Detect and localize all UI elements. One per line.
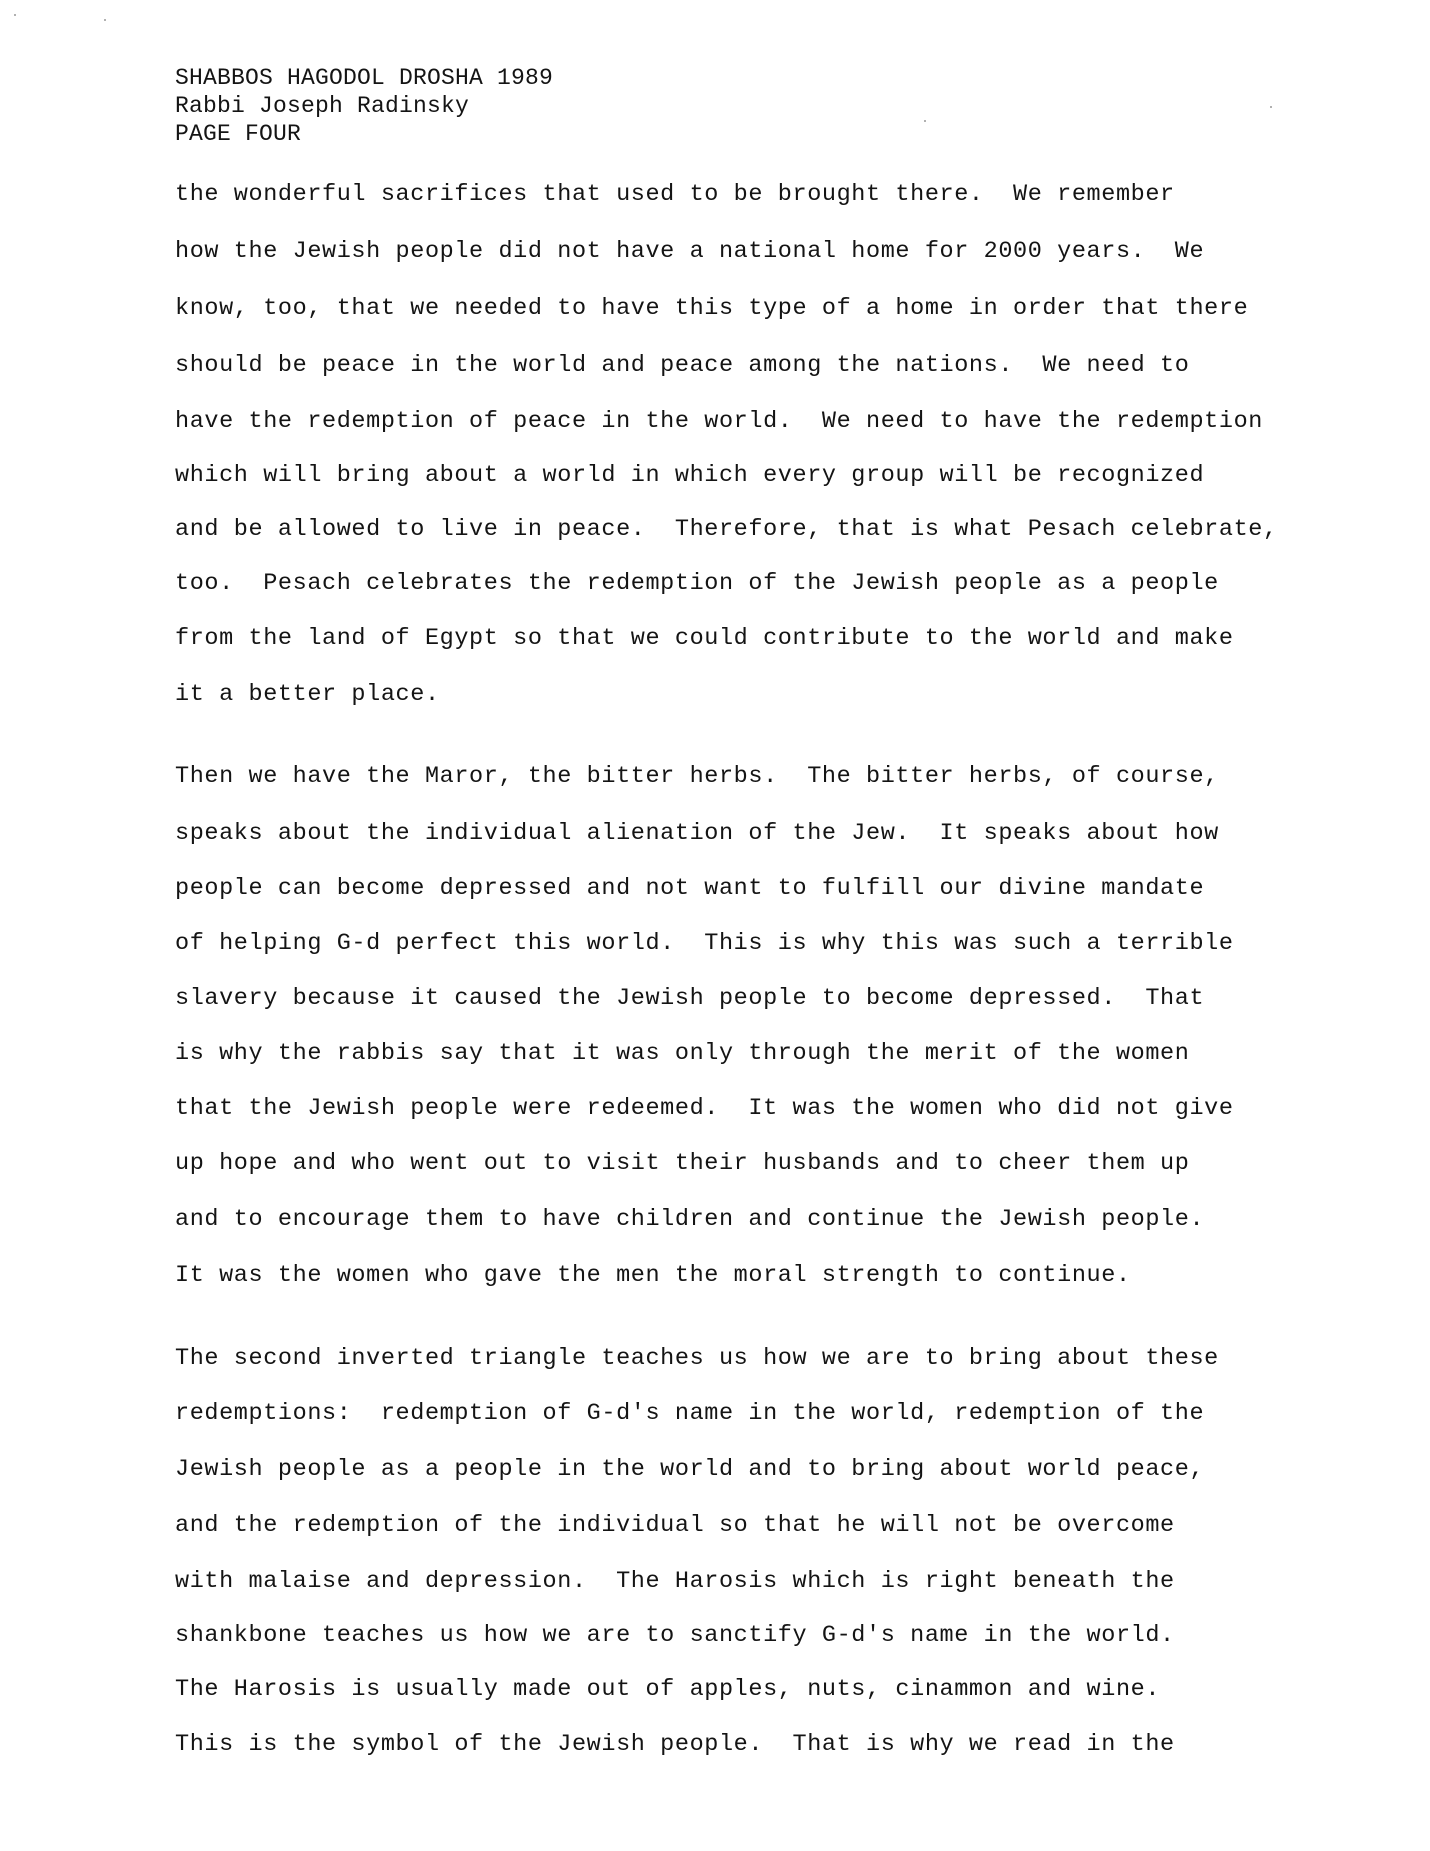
text-line: that the Jewish people were redeemed. It was the women who did not give [175, 1095, 1234, 1122]
text-line: of helping G-d perfect this world. This is why this was such a terrible [175, 930, 1234, 957]
text-line: how the Jewish people did not have a national home for 2000 years. We [175, 238, 1205, 265]
text-line: from the land of Egypt so that we could contribute to the world and make [175, 625, 1234, 652]
text-line: and the redemption of the individual so that he will not be overcome [175, 1512, 1175, 1539]
page-label: PAGE FOUR [175, 121, 302, 147]
text-line: This is the symbol of the Jewish people. That is why we read in the [175, 1731, 1175, 1758]
text-line: the wonderful sacrifices that used to be brought there. We remember [175, 181, 1175, 208]
text-line: The second inverted triangle teaches us how we are to bring about these [175, 1345, 1219, 1372]
text-line: and to encourage them to have children and continue the Jewish people. [175, 1206, 1205, 1233]
text-line: redemptions: redemption of G-d's name in the world, redemption of the [175, 1400, 1205, 1427]
text-line: know, too, that we needed to have this type of a home in order that there [175, 295, 1249, 322]
text-line: slavery because it caused the Jewish people to become depressed. That [175, 985, 1205, 1012]
scan-speck [924, 120, 926, 122]
text-line: too. Pesach celebrates the redemption of the Jewish people as a people [175, 570, 1219, 597]
text-line: up hope and who went out to visit their husbands and to cheer them up [175, 1150, 1190, 1177]
text-line: Then we have the Maror, the bitter herbs. The bitter herbs, of course, [175, 763, 1219, 790]
text-line: The Harosis is usually made out of apples, nuts, cinammon and wine. [175, 1676, 1161, 1703]
scan-speck [104, 19, 106, 21]
text-line: speaks about the individual alienation of the Jew. It speaks about how [175, 820, 1219, 847]
text-line: have the redemption of peace in the world. We need to have the redemption [175, 408, 1263, 435]
text-line: people can become depressed and not want to fulfill our divine mandate [175, 875, 1205, 902]
text-line: shankbone teaches us how we are to sanctify G-d's name in the world. [175, 1622, 1175, 1649]
text-line: It was the women who gave the men the moral strength to continue. [175, 1262, 1131, 1289]
document-author: Rabbi Joseph Radinsky [175, 93, 470, 119]
text-line: and be allowed to live in peace. Therefore, that is what Pesach celebrate, [175, 516, 1278, 543]
text-line: it a better place. [175, 681, 440, 708]
text-line: with malaise and depression. The Harosis which is right beneath the [175, 1568, 1175, 1595]
text-line: Jewish people as a people in the world and to bring about world peace, [175, 1456, 1205, 1483]
scan-speck [14, 14, 16, 16]
document-title: SHABBOS HAGODOL DROSHA 1989 [175, 65, 554, 91]
scan-speck [1270, 106, 1272, 108]
text-line: is why the rabbis say that it was only through the merit of the women [175, 1040, 1190, 1067]
text-line: should be peace in the world and peace among the nations. We need to [175, 352, 1190, 379]
text-line: which will bring about a world in which every group will be recognized [175, 462, 1205, 489]
document-header [175, 64, 553, 148]
